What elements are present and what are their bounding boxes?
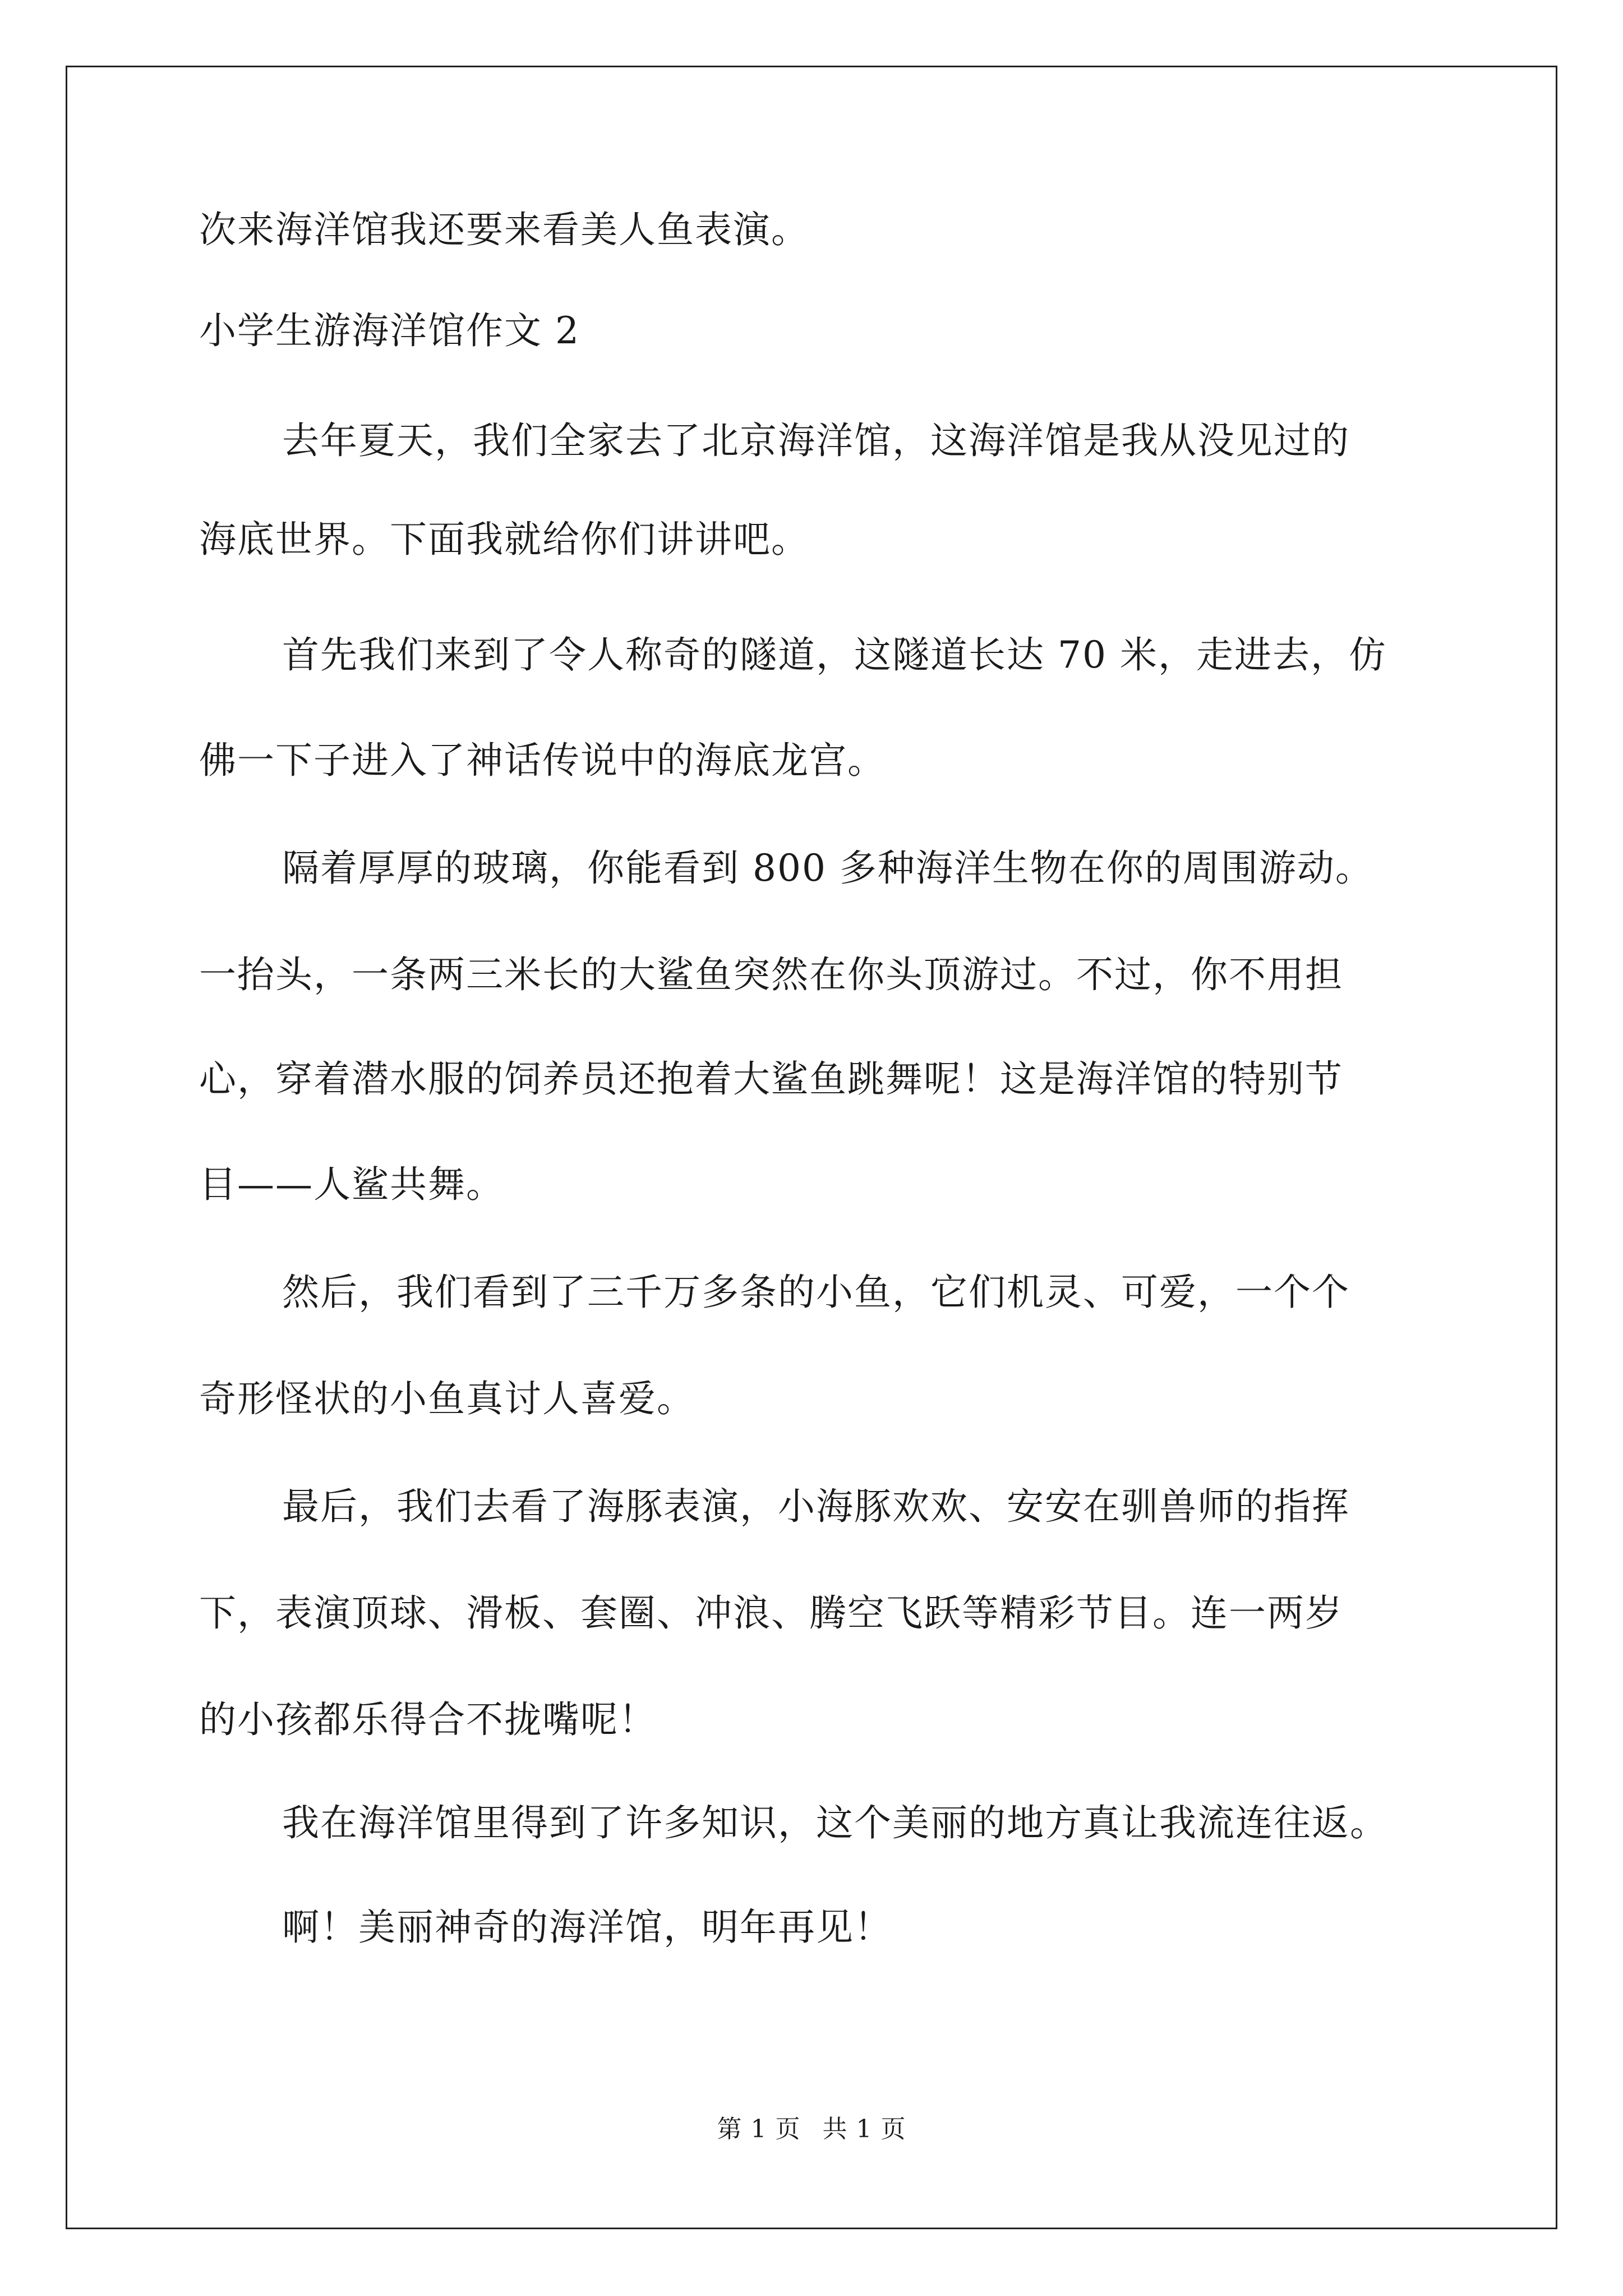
- text-line: 的小孩都乐得合不拢嘴呢！: [199, 1698, 657, 1741]
- text-line: 最后，我们去看了海豚表演，小海豚欢欢、安安在驯兽师的指挥: [282, 1485, 1350, 1528]
- text-line: 去年夏天，我们全家去了北京海洋馆，这海洋馆是我从没见过的: [282, 419, 1350, 462]
- text-line: 海底世界。下面我就给你们讲讲吧。: [199, 518, 809, 561]
- text-line: 佛一下子进入了神话传说中的海底龙宫。: [199, 739, 886, 782]
- page-number: 第 1 页: [717, 2115, 801, 2143]
- section-heading: 小学生游海洋馆作文 2: [199, 309, 580, 352]
- text-line: 隔着厚厚的玻璃，你能看到 800 多种海洋生物在你的周围游动。: [282, 846, 1373, 890]
- text-line: 然后，我们看到了三千万多条的小鱼，它们机灵、可爱，一个个: [282, 1271, 1350, 1314]
- text-line: 奇形怪状的小鱼真讨人喜爱。: [199, 1377, 695, 1420]
- text-line: 下，表演顶球、滑板、套圈、冲浪、腾空飞跃等精彩节目。连一两岁: [199, 1591, 1343, 1635]
- text-line: 一抬头，一条两三米长的大鲨鱼突然在你头顶游过。不过，你不用担: [199, 953, 1343, 996]
- text-line: 心，穿着潜水服的饲养员还抱着大鲨鱼跳舞呢！这是海洋馆的特别节: [199, 1057, 1343, 1101]
- page-footer: [0, 2114, 1623, 2145]
- text-line: 目——人鲨共舞。: [199, 1163, 504, 1206]
- page-total: 共 1 页: [822, 2115, 906, 2143]
- text-line: 次来海洋馆我还要来看美人鱼表演。: [199, 208, 809, 251]
- text-line: 首先我们来到了令人称奇的隧道，这隧道长达 70 米，走进去，仿: [282, 633, 1387, 677]
- text-line: 啊！美丽神奇的海洋馆，明年再见！: [282, 1906, 892, 1949]
- text-line: 我在海洋馆里得到了许多知识，这个美丽的地方真让我流连往返。: [282, 1801, 1388, 1844]
